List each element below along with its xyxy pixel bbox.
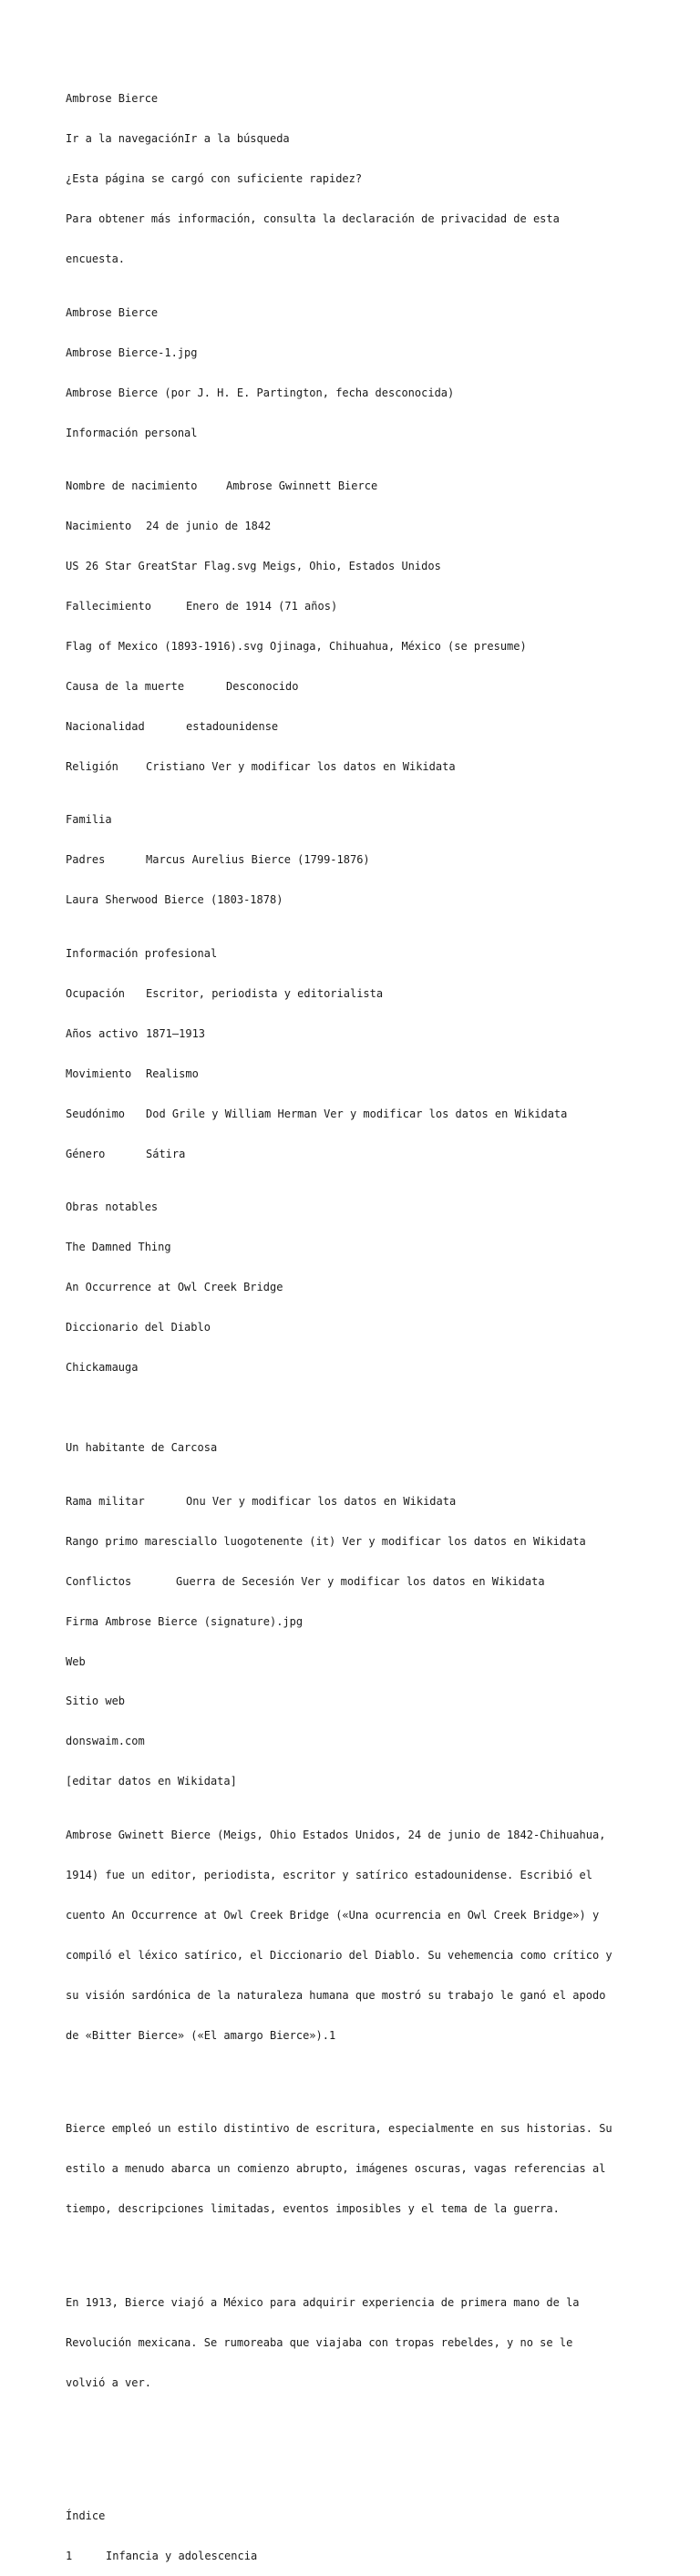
birth-label: Nacimiento	[66, 520, 132, 533]
conflicts-row	[66, 1575, 667, 1589]
conflicts-label: Conflictos	[66, 1574, 132, 1588]
notable-works-label: Obras notables	[66, 1200, 159, 1214]
movement-label: Movimiento	[66, 1066, 132, 1080]
infobox-name: Ambrose Bierce	[66, 305, 159, 319]
nationality-value: estadounidense	[186, 719, 279, 733]
article-title: Ambrose Bierce	[66, 92, 159, 106]
intro-paragraph-line: cuento An Occurrence at Owl Creek Bridge («Una ocurrencia en Owl Creek Bridge») y	[66, 1908, 600, 1922]
movement-row	[66, 1067, 667, 1081]
navigation-links[interactable]: Ir a la navegaciónIr a la búsqueda	[66, 132, 290, 146]
military-branch-row	[66, 1495, 667, 1509]
intro-paragraph-line: compiló el léxico satírico, el Diccionario del Diablo. Su vehemencia como crítico y	[66, 1948, 612, 1962]
blank-line	[66, 2457, 667, 2470]
conflicts-value[interactable]: Guerra de Secesión Ver y modificar los datos en Wikidata	[176, 1574, 545, 1588]
parents-label: Padres	[66, 853, 106, 867]
birth-name-value: Ambrose Gwinnett Bierce	[226, 479, 378, 493]
parents-value[interactable]: Marcus Aurelius Bierce (1799-1876)	[146, 853, 370, 867]
occupation-label: Ocupación	[66, 986, 126, 1000]
document-page	[66, 66, 667, 2576]
cause-value: Desconocido	[226, 679, 299, 693]
pseudonym-label: Seudónimo	[66, 1107, 126, 1120]
birth-value: 24 de junio de 1842	[146, 520, 272, 533]
genre-row	[66, 1148, 667, 1161]
intro-paragraph-line: de «Bitter Bierce» («El amargo Bierce»).1	[66, 2028, 336, 2042]
notable-work-item[interactable]: An Occurrence at Owl Creek Bridge	[66, 1281, 283, 1294]
death-row	[66, 600, 667, 613]
mexico-paragraph-line: volvió a ver.	[66, 2375, 151, 2389]
intro-paragraph-line: su visión sardónica de la naturaleza humana que mostró su trabajo le ganó el apodo	[66, 1988, 606, 2002]
occupation-value: Escritor, periodista y editorialista	[146, 986, 384, 1000]
movement-value[interactable]: Realismo	[146, 1066, 199, 1080]
survey-info-line-2: encuesta.	[66, 252, 126, 266]
section-family: Familia	[66, 813, 112, 827]
edit-wikidata-link[interactable]: [editar datos en Wikidata]	[66, 1775, 237, 1788]
notable-work-item[interactable]: Diccionario del Diablo	[66, 1321, 211, 1334]
toc-item[interactable]	[66, 2550, 667, 2563]
genre-label: Género	[66, 1147, 106, 1160]
nationality-label: Nacionalidad	[66, 719, 145, 733]
mexico-paragraph-line: En 1913, Bierce viajó a México para adquirir experiencia de primera mano de la	[66, 2295, 580, 2309]
style-paragraph-line: Bierce empleó un estilo distintivo de escritura, especialmente en sus historias. Su	[66, 2122, 612, 2136]
infobox-image-caption: Ambrose Bierce (por J. H. E. Partington, fecha desconocida)	[66, 386, 455, 399]
signature-row[interactable]: Firma Ambrose Bierce (signature).jpg	[66, 1614, 304, 1628]
toc-heading: Índice	[66, 2509, 106, 2523]
style-paragraph-line: estilo a menudo abarca un comienzo abrupto, imágenes oscuras, vagas referencias al	[66, 2162, 606, 2176]
genre-value[interactable]: Sátira	[146, 1147, 186, 1160]
death-place: Flag of Mexico (1893-1916).svg Ojinaga, Chihuahua, México (se presume)	[66, 640, 527, 654]
parents-row	[66, 853, 667, 867]
web-label: Web	[66, 1654, 86, 1668]
pseudonym-row	[66, 1108, 667, 1121]
cause-label: Causa de la muerte	[66, 679, 185, 693]
website-label: Sitio web	[66, 1695, 126, 1708]
parents-value-2[interactable]: Laura Sherwood Bierce (1803-1878)	[66, 893, 283, 907]
intro-paragraph-line: Ambrose Gwinett Bierce (Meigs, Ohio Estados Unidos, 24 de junio de 1842-Chihuahua,	[66, 1828, 606, 1841]
birth-row	[66, 520, 667, 533]
section-professional-info: Información profesional	[66, 947, 218, 960]
intro-paragraph-line: 1914) fue un editor, periodista, escritor y satírico estadounidense. Escribió el	[66, 1868, 592, 1881]
birth-place: US 26 Star GreatStar Flag.svg Meigs, Ohio, Estados Unidos	[66, 560, 441, 573]
toc-item-number: 1	[66, 2550, 73, 2563]
religion-label: Religión	[66, 759, 118, 773]
style-paragraph-line: tiempo, descripciones limitadas, eventos imposibles y el tema de la guerra.	[66, 2202, 560, 2216]
infobox-image-file[interactable]: Ambrose Bierce-1.jpg	[66, 345, 198, 359]
birth-name-row	[66, 479, 667, 493]
pseudonym-value[interactable]: Dod Grile y William Herman Ver y modificar los datos en Wikidata	[146, 1107, 568, 1120]
military-value[interactable]: Onu Ver y modificar los datos en Wikidata	[186, 1494, 457, 1508]
survey-info-line-1: Para obtener más información, consulta la declaración de privacidad de esta	[66, 212, 560, 226]
rank-row[interactable]: Rango primo maresciallo luogotenente (it) Ver y modificar los datos en Wikidata	[66, 1534, 586, 1548]
notable-work-item[interactable]: The Damned Thing	[66, 1241, 171, 1254]
religion-row	[66, 760, 667, 774]
death-value: Enero de 1914 (71 años)	[186, 600, 338, 613]
notable-work-item[interactable]: Chickamauga	[66, 1361, 139, 1375]
years-value: 1871—1913	[146, 1026, 206, 1040]
blank-line	[66, 2069, 667, 2083]
blank-line	[66, 2242, 667, 2256]
death-label: Fallecimiento	[66, 600, 151, 613]
blank-line	[66, 1401, 667, 1415]
cause-of-death-row	[66, 680, 667, 694]
birth-name-label: Nombre de nacimiento	[66, 479, 198, 493]
mexico-paragraph-line: Revolución mexicana. Se rumoreaba que viajaba con tropas rebeldes, y no se le	[66, 2335, 573, 2349]
toc-item-label[interactable]: Infancia y adolescencia	[106, 2550, 258, 2563]
religion-value[interactable]: Cristiano Ver y modificar los datos en Wikidata	[146, 759, 456, 773]
years-label: Años activo	[66, 1026, 139, 1040]
blank-line	[66, 2416, 667, 2430]
survey-question: ¿Esta página se cargó con suficiente rapidez?	[66, 172, 363, 186]
nationality-row	[66, 720, 667, 734]
section-personal-info: Información personal	[66, 426, 198, 439]
military-label: Rama militar	[66, 1494, 145, 1508]
website-link[interactable]: donswaim.com	[66, 1735, 145, 1748]
years-active-row	[66, 1027, 667, 1041]
notable-work-item[interactable]: Un habitante de Carcosa	[66, 1441, 218, 1455]
occupation-row	[66, 987, 667, 1001]
